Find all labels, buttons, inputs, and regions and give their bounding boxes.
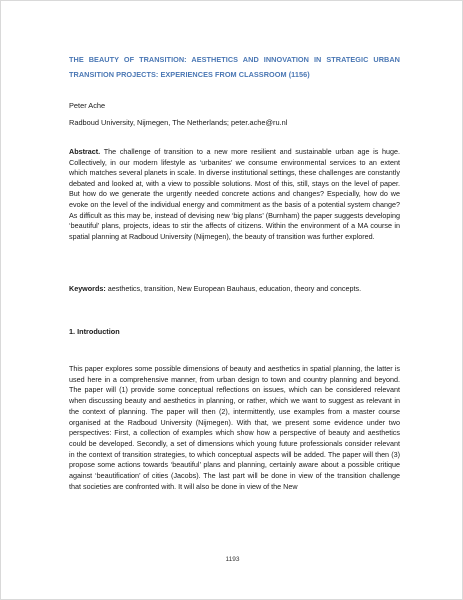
keywords-text: aesthetics, transition, New European Bauhaus, education, theory and concepts.: [107, 284, 362, 293]
abstract-text: The challenge of transition to a new more resilient and sustainable urban age is huge. Collectively, in our modern lifestyle as ‘urbanites’ we consume environmental services to an extent which matches several planets in scale. In diverse institutional settings, these challenges are constantly debated and looked at, with a view to possible solutions. Most of this, still, stays on the level of paper. But how do we generate the urgently needed concrete actions and changes? Especially, how do we evoke on the level of the individual energy and commitment as the basis of a potential system change? As difficult as this may be, instead of devising new ‘big plans’ (Burnham) the paper suggests developing ‘beautiful’ plans, projects, ideas to stir the affects of citizens. Within the environment of a MA course in spatial planning at Radboud University (Nijmegen), the beauty of transition was further explored.: [69, 147, 401, 241]
keywords-paragraph: [69, 284, 400, 295]
keywords-label: Keywords:: [69, 284, 106, 293]
page-number: 1193: [225, 556, 240, 563]
abstract-label: Abstract.: [69, 147, 101, 156]
abstract-paragraph: [69, 147, 400, 242]
introduction-paragraph: This paper explores some possible dimensions of beauty and aesthetics in spatial planning, the latter is used here in a comprehensive manner, from urban design to town and country planning and beyond. The paper will (1) provide some conceptual reflections on issues, which can be considered relevant when discussing beauty and aesthetics in planning, or rather, which we want to suggest as relevant in the context of planning. The paper will then (2), intermittently, use examples from a master course organised at the Radboud University (Nijmegen). With that, we present some evidence under two perspectives: First, a collection of examples which show how a perspective of beauty and aesthetics could be developed. Secondly, a set of dimensions which young future professionals consider relevant in the context of transition strategies, to which conceptual aspects will be added. The paper will then (3) propose some actions towards ‘beautiful’ plans and planning, certainly aware about a possible critique against ‘beautification’ of cities (Jacobs). The last part will be done in view of the transition challenge that societies are confronted with. It will also be done in view of the New: [69, 364, 400, 491]
section-heading: 1. Introduction: [69, 327, 120, 336]
author-affiliation: Radboud University, Nijmegen, The Netherlands; peter.ache@ru.nl: [69, 118, 288, 127]
paper-title: THE BEAUTY OF TRANSITION: AESTHETICS AND INNOVATION IN STRATEGIC URBAN TRANSITION PROJECTS: EXPERIENCES FROM CLASSROOM (1156): [69, 55, 400, 79]
author-name: Peter Ache: [69, 101, 106, 110]
